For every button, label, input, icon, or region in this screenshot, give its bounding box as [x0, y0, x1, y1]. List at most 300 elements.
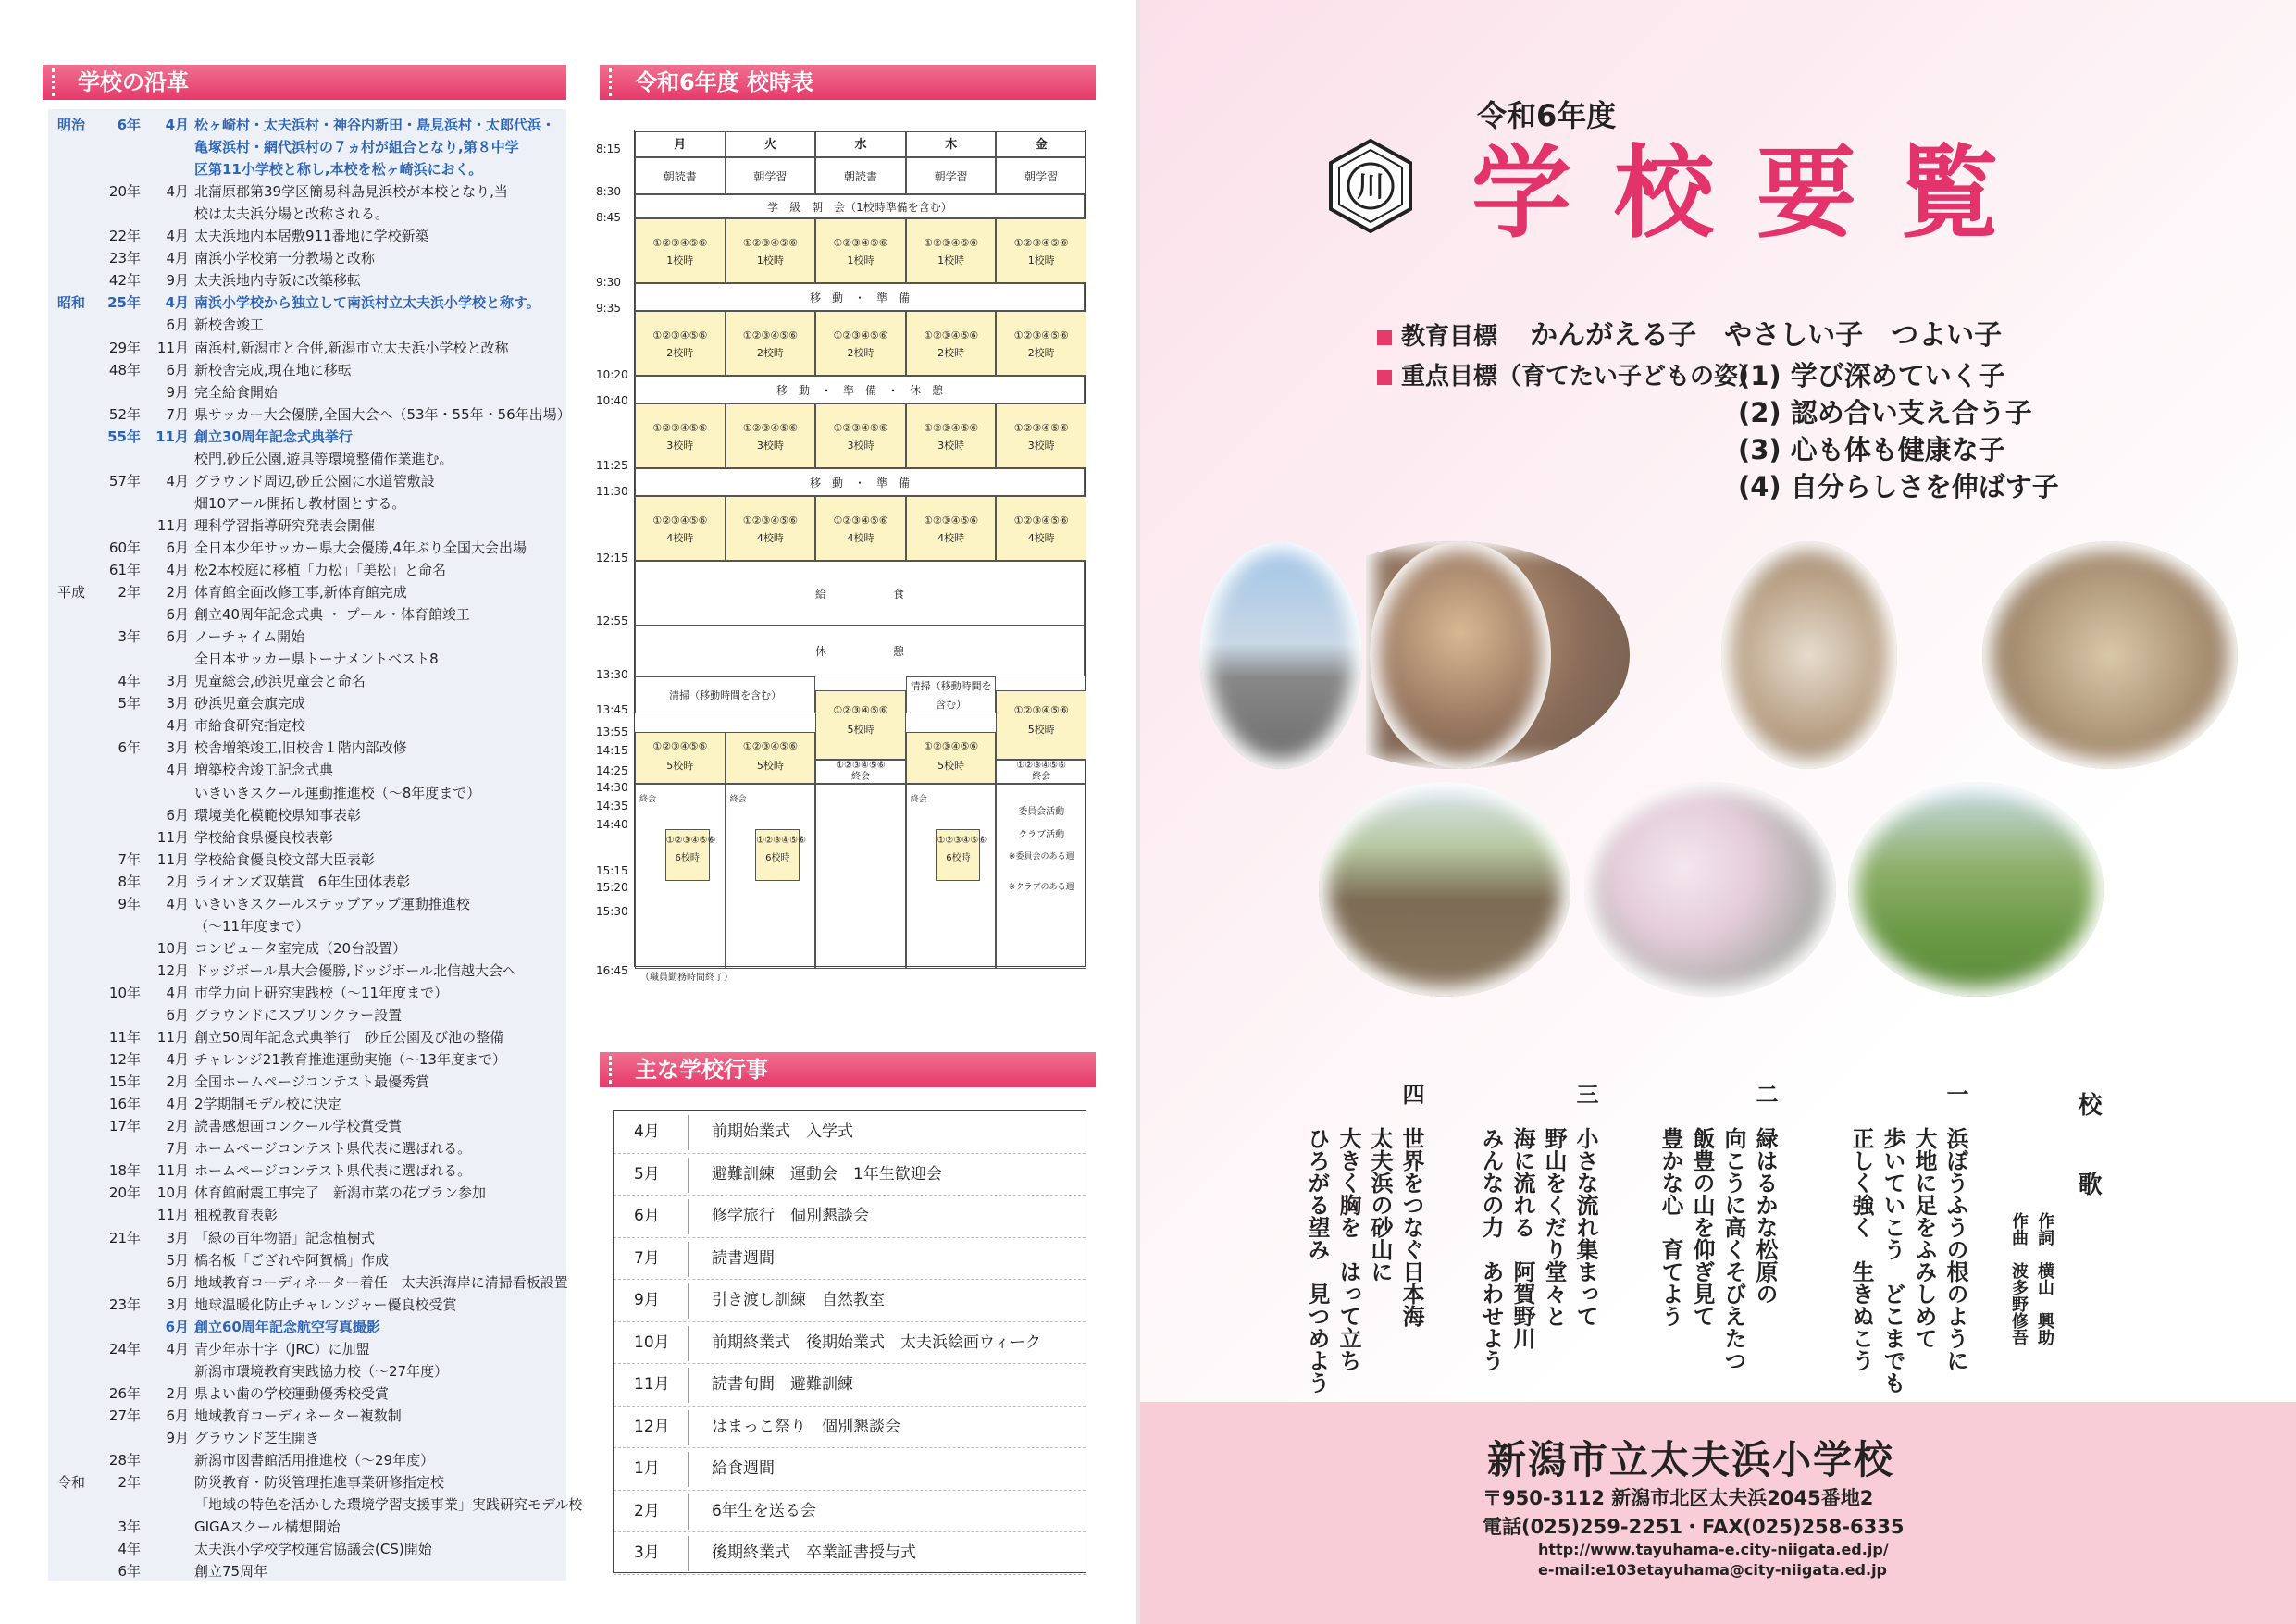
event-row	[614, 1111, 1086, 1154]
history-event: 増築校舎竣工記念式典	[194, 762, 334, 779]
event-separator	[688, 1283, 689, 1319]
timetable-morning-cell: 朝学習	[726, 157, 816, 194]
history-event: ホームページコンテスト県代表に選ばれる。	[194, 1162, 472, 1180]
event-separator	[688, 1242, 689, 1277]
event-text: 修学旅行 個別懇談会	[712, 1207, 869, 1225]
history-month: 4月	[165, 117, 189, 133]
goal-text: かんがえる子 やさしい子 つよい子	[1530, 319, 2003, 352]
history-event: 2学期制モデル校に決定	[194, 1096, 341, 1113]
period-grades: ①②③④⑤⑥	[1013, 422, 1069, 434]
timetable-period-cell	[815, 403, 906, 468]
history-month: 5月	[166, 1251, 189, 1269]
history-month: 4月	[166, 1096, 189, 1113]
history-month: 2月	[166, 873, 189, 890]
history-event: 児童総会,砂浜児童会と命名	[194, 673, 366, 690]
timetable-morning-cell: 朝読書	[815, 157, 906, 194]
period-label: 1校時	[666, 254, 694, 267]
history-year: 7年	[118, 850, 141, 868]
history-month: 4月	[166, 895, 189, 912]
event-text: 給食週間	[712, 1459, 775, 1478]
history-month: 6月	[166, 316, 189, 334]
period-grades: ①②③④⑤⑥	[652, 329, 708, 341]
period-label: 3校時	[1027, 440, 1055, 452]
history-year: 16年	[108, 1096, 141, 1113]
history-month: 4月	[166, 472, 189, 490]
history-event: ホームページコンテスト県代表に選ばれる。	[194, 1140, 472, 1158]
history-year: 57年	[108, 472, 141, 490]
history-month: 4月	[166, 250, 189, 267]
history-month: 4月	[166, 1340, 189, 1357]
timetable-dismissal	[815, 760, 906, 784]
history-year: 52年	[108, 405, 141, 423]
period-label: 5校時	[1027, 724, 1055, 736]
song-composer: 作曲 波多野修吾	[2009, 1212, 2029, 1345]
spiral-icon	[609, 1056, 628, 1084]
school-url[interactable]: http://www.tayuhama-e.city-niigata.ed.jp/	[1538, 1541, 1889, 1558]
event-month: 5月	[634, 1164, 660, 1184]
timetable-p6-col	[906, 784, 997, 969]
cover-title: 学校要覧	[1471, 136, 2042, 252]
history-event: いきいきスクール運動推進校（～8年度まで）	[194, 784, 481, 801]
school-address: 〒950-3112 新潟市北区太夫浜2045番地2	[1483, 1487, 1874, 1509]
timetable-period-cell	[996, 496, 1086, 561]
timetable-time-label: 11:25	[596, 459, 628, 472]
history-era: 昭和	[57, 294, 86, 312]
timetable-morning-cell: 朝読書	[635, 157, 726, 194]
history-month: 7月	[166, 405, 189, 423]
event-row	[614, 1280, 1086, 1322]
timetable-time-label: 9:35	[596, 302, 621, 315]
period-label: 2校時	[847, 347, 875, 359]
timetable-move-3: 移 動 ・ 準 備	[635, 468, 1085, 496]
history-month: 3月	[166, 739, 189, 757]
event-separator	[688, 1326, 689, 1361]
history-month: 4月	[166, 562, 189, 578]
history-month: 3月	[166, 1229, 189, 1246]
events-header-label: 主な学校行事	[635, 1057, 768, 1083]
history-event: 青少年赤十字（JRC）に加盟	[194, 1340, 370, 1357]
history-month: 6月	[166, 1407, 189, 1424]
history-event: 太夫浜小学校学校運営協議会(CS)開始	[194, 1541, 432, 1558]
history-year: 4年	[118, 673, 141, 690]
timetable-time-label: 8:30	[596, 185, 621, 198]
period-label: 5校時	[937, 760, 965, 772]
timetable-time-label: 10:40	[596, 394, 628, 407]
timetable-dismissal: 終会	[639, 795, 657, 804]
history-event: 創立75周年	[194, 1563, 268, 1581]
timetable-period-cell	[726, 218, 816, 283]
school-name: 新潟市立太夫浜小学校	[1487, 1437, 1895, 1482]
timetable-period-cell	[726, 311, 816, 376]
history-month: 4月	[166, 1051, 189, 1069]
history-event: 砂浜児童会旗完成	[194, 695, 306, 713]
committee-label: 委員会活動	[1018, 807, 1065, 817]
period-label: 2校時	[666, 347, 694, 359]
history-event: 南浜小学校第一分教場と改称	[194, 250, 376, 267]
timetable-time-label: 9:30	[596, 276, 621, 289]
school-email[interactable]: e-mail:e103etayuhama@city-niigata.ed.jp	[1538, 1561, 1887, 1579]
timetable-day-header: 水	[815, 131, 906, 157]
history-event: 市給食研究指定校	[194, 717, 306, 735]
period-label: 1校時	[1027, 254, 1055, 267]
timetable-header-label: 令和6年度 校時表	[635, 69, 814, 95]
spiral-icon	[609, 68, 628, 96]
period-label: 3校時	[756, 440, 784, 452]
event-separator	[688, 1199, 689, 1234]
history-event: 校は太夫浜分場と改称される。	[194, 205, 390, 223]
history-event: 理科学習指導研究発表会開催	[194, 516, 376, 534]
history-year: 11年	[108, 1029, 141, 1047]
history-event: 太夫浜地内寺阪に改築移転	[194, 272, 362, 290]
history-event: （～11年度まで）	[194, 917, 310, 935]
timetable-period-cell	[635, 311, 726, 376]
period-grades: ①②③④⑤⑥	[665, 836, 716, 846]
history-year: 3年	[118, 1519, 141, 1536]
history-month: 9月	[166, 272, 189, 290]
history-header-label: 学校の沿革	[78, 69, 189, 95]
history-year: 23年	[108, 250, 141, 267]
history-month: 11月	[156, 1207, 189, 1224]
history-event: グラウンド芝生開き	[194, 1429, 320, 1446]
history-era: 明治	[57, 117, 86, 133]
timetable-time-label: 13:55	[596, 725, 628, 738]
timetable-morning-cell: 朝学習	[996, 157, 1086, 194]
timetable-day-header: 月	[635, 131, 726, 157]
timetable-time-label: 15:30	[596, 905, 628, 918]
event-month: 9月	[634, 1291, 660, 1309]
timetable-period-cell	[635, 403, 726, 468]
timetable-morning-cell: 朝学習	[906, 157, 997, 194]
timetable-move-2: 移 動 ・ 準 備 ・ 休 憩	[635, 376, 1085, 403]
photo-classroom-2	[1370, 541, 1551, 769]
history-event: 全日本サッカー県トーナメントベスト8	[194, 651, 439, 668]
history-event: チャレンジ21教育推進運動実施（～13年度まで）	[194, 1051, 506, 1069]
history-month: 3月	[166, 673, 189, 690]
history-month: 9月	[166, 1429, 189, 1446]
event-text: 引き渡し訓練 自然教室	[712, 1291, 885, 1309]
period-label: 1校時	[847, 254, 875, 267]
period-grades: ①②③④⑤⑥	[1013, 514, 1069, 527]
timetable-period-cell	[815, 311, 906, 376]
history-month: 4月	[166, 228, 189, 245]
left-page	[0, 0, 1140, 1624]
timetable-move-1: 移 動 ・ 準 備	[635, 283, 1085, 311]
history-year: 61年	[108, 562, 141, 578]
timetable-time-label: 12:15	[596, 552, 628, 564]
history-month: 4月	[166, 762, 189, 779]
timetable-p6-col	[635, 784, 726, 969]
period-grades: ①②③④⑤⑥	[742, 329, 798, 341]
history-event: 体育館耐震工事完了 新潟市菜の花プラン参加	[194, 1184, 487, 1202]
event-text: 読書旬間 避難訓練	[712, 1375, 853, 1394]
period-label: 2校時	[756, 347, 784, 359]
history-year: 25年	[107, 294, 141, 312]
period-label: 2校時	[1027, 347, 1055, 359]
timetable-period-cell	[906, 311, 997, 376]
history-year: 2年	[118, 1474, 141, 1492]
history-event: ドッジボール県大会優勝,ドッジボール北信越大会へ	[194, 961, 516, 979]
history-event: GIGAスクール構想開始	[194, 1519, 341, 1536]
history-month: 11月	[155, 428, 189, 445]
song-verse-3: 三 小さな流れ集まって 野山をくだり堂々と 海に流れる 阿賀野川 みんなの力 あわせよう	[1478, 1083, 1598, 1371]
history-month: 11月	[156, 516, 189, 534]
history-month: 2月	[166, 584, 189, 601]
period-grades: ①②③④⑤⑥	[756, 836, 807, 846]
period-grades: ①②③④⑤⑥	[937, 836, 987, 846]
timetable-p6	[755, 829, 807, 881]
timetable-period-cell	[635, 496, 726, 561]
history-month: 4月	[166, 717, 189, 735]
timetable-time-label: 8:45	[596, 211, 621, 224]
period-grades: ①②③④⑤⑥	[652, 740, 708, 752]
history-month: 6月	[165, 1318, 189, 1335]
event-separator	[688, 1115, 689, 1150]
period-label: 3校時	[937, 440, 965, 452]
photo-tug-of-war	[1848, 782, 2104, 997]
timetable-period-cell	[635, 218, 726, 283]
period-grades: ①②③④⑤⑥	[1013, 704, 1069, 716]
history-event: 体育館全面改修工事,新体育館完成	[194, 584, 407, 601]
song-verse-1: 一 浜ぼうふうの根のように 大地に足をふみしめて 歩いていこう どこまでも 正しく強く 生きぬこう	[1848, 1083, 1968, 1394]
history-event: 新校舎竣工	[194, 316, 265, 334]
cover-subtitle: 令和6年度	[1477, 98, 1617, 133]
history-event: グラウンド周辺,砂丘公園に水道管敷設	[194, 472, 435, 490]
event-month: 6月	[634, 1207, 660, 1225]
history-event: 市学力向上研究実践校（～11年度まで）	[194, 984, 449, 1001]
period-grades: ①②③④⑤⑥	[924, 237, 979, 249]
history-month: 6月	[166, 539, 189, 556]
history-event: ノーチャイム開始	[194, 628, 305, 646]
history-year: 29年	[108, 339, 141, 356]
history-year: 2年	[118, 584, 141, 601]
history-year: 27年	[108, 1407, 141, 1424]
event-text: 前期始業式 入学式	[712, 1122, 853, 1141]
timetable-header	[600, 65, 1096, 100]
timetable-p6	[665, 829, 716, 881]
period-label: 4校時	[937, 532, 965, 544]
period-label: 5校時	[666, 760, 694, 772]
timetable-period-cell	[906, 496, 997, 561]
period-label: 3校時	[847, 440, 875, 452]
period-label: 1校時	[937, 254, 965, 267]
photo-rice-field	[1319, 782, 1570, 997]
history-month: 6月	[166, 628, 189, 646]
history-year: 24年	[108, 1340, 141, 1357]
timetable-time-label: 14:30	[596, 781, 628, 794]
committee-note: ※委員会のある週	[1008, 852, 1074, 862]
priority-label: 重点目標（育てたい子どもの姿）	[1401, 363, 1763, 391]
history-year: 4年	[118, 1541, 141, 1558]
timetable-time-label: 10:20	[596, 368, 628, 381]
timetable-time-label: 8:15	[596, 143, 621, 155]
history-year: 15年	[108, 1073, 141, 1091]
history-year: 21年	[108, 1229, 141, 1246]
event-text: 読書週間	[712, 1248, 775, 1268]
history-month: 12月	[156, 961, 189, 979]
history-year: 6年	[118, 1563, 141, 1581]
event-text: はまっこ祭り 個別懇談会	[712, 1417, 900, 1436]
emblem-char: 川	[1357, 171, 1384, 204]
period-grades: ①②③④⑤⑥	[1016, 761, 1067, 771]
history-month: 6月	[166, 806, 189, 824]
history-event: 校舎増築竣工,旧校舎１階内部改修	[194, 739, 407, 757]
timetable-time-label: 14:25	[596, 764, 628, 777]
history-year: 23年	[108, 1295, 141, 1313]
history-event: 「緑の百年物語」記念植樹式	[194, 1229, 376, 1246]
history-year: 55年	[107, 428, 141, 445]
goal-label: 教育目標	[1401, 323, 1498, 351]
event-month: 7月	[634, 1248, 660, 1268]
timetable-period-cell	[996, 403, 1086, 468]
history-month: 7月	[166, 1140, 189, 1158]
history-month: 3月	[166, 1295, 189, 1313]
timetable-time-label: 15:20	[596, 881, 628, 894]
timetable-grid	[634, 130, 1086, 967]
history-year: 12年	[108, 1051, 141, 1069]
history-event: 環境美化模範校県知事表彰	[194, 806, 362, 824]
timetable-end-note: （職員勤務時間終了）	[640, 973, 733, 983]
period-grades: ①②③④⑤⑥	[833, 704, 888, 716]
history-year: 3年	[118, 628, 141, 646]
history-year: 17年	[108, 1118, 141, 1135]
history-era: 平成	[57, 584, 86, 601]
period-label: 6校時	[675, 853, 700, 863]
history-year: 20年	[108, 1184, 141, 1202]
history-event: 創立40周年記念式典 ・ プール・体育館竣工	[194, 606, 470, 624]
event-row	[614, 1238, 1086, 1281]
timetable-time-label: 14:40	[596, 818, 628, 831]
history-month: 6月	[166, 606, 189, 624]
bullet-icon	[1377, 370, 1392, 385]
period-grades: ①②③④⑤⑥	[652, 514, 708, 527]
event-month: 3月	[634, 1543, 660, 1562]
song-verse-4: 四 世界をつなぐ日本海 太夫浜の砂山に 大きく胸を はって立ち ひろがる望み 見つめよう	[1304, 1083, 1424, 1394]
history-year: 60年	[108, 539, 141, 556]
event-row	[614, 1196, 1086, 1238]
history-event: 南浜小学校から独立して南浜村立太夫浜小学校と称す。	[194, 294, 540, 312]
history-event: 地球温暖化防止チャレンジャー優良校受賞	[194, 1295, 457, 1313]
history-event: 県サッカー大会優勝,全国大会へ（53年・55年・56年出場）	[194, 405, 571, 423]
history-month: 6月	[166, 361, 189, 378]
priority-2: (2) 認め合い支え合う子	[1738, 397, 2032, 428]
history-month: 6月	[166, 1007, 189, 1023]
period-label: 6校時	[765, 853, 790, 863]
history-header	[43, 65, 566, 100]
history-event: 亀塚浜村・網代浜村の７ヵ村が組合となり,第８中学	[194, 139, 519, 156]
timetable-period-cell	[996, 218, 1086, 283]
event-month: 4月	[634, 1122, 660, 1141]
timetable-time-label: 14:35	[596, 800, 628, 812]
history-year: 18年	[108, 1162, 141, 1180]
history-event: 「地域の特色を活かした環境学習支援事業」実践研究モデル校	[194, 1496, 583, 1514]
history-month: 10月	[156, 1184, 189, 1202]
timetable-period-cell	[815, 496, 906, 561]
school-emblem-icon	[1322, 137, 1420, 235]
event-row	[614, 1322, 1086, 1365]
event-row	[614, 1407, 1086, 1449]
period-label: 4校時	[756, 532, 784, 544]
event-separator	[688, 1158, 689, 1193]
period-label: 6校時	[946, 853, 971, 863]
period-label: 5校時	[847, 724, 875, 736]
event-text: 避難訓練 運動会 1年生歓迎会	[712, 1164, 942, 1184]
period-label: 3校時	[666, 440, 694, 452]
timetable-cleaning-b: 清掃（移動時間を含む）	[906, 676, 997, 713]
history-year: 6年	[118, 739, 141, 757]
timetable-time-label: 13:45	[596, 703, 628, 716]
period-grades: ①②③④⑤⑥	[836, 761, 886, 771]
priority-4: (4) 自分らしさを伸ばす子	[1738, 471, 2059, 502]
photo-outdoor-event	[1199, 541, 1362, 769]
event-row	[614, 1448, 1086, 1491]
history-month: 2月	[166, 1118, 189, 1135]
period-grades: ①②③④⑤⑥	[742, 237, 798, 249]
history-event: 北蒲原郡第39学区簡易科島見浜校が本校となり,当	[194, 183, 508, 201]
period-grades: ①②③④⑤⑥	[652, 237, 708, 249]
timetable-time-label: 13:30	[596, 668, 628, 681]
period-label: 5校時	[756, 760, 784, 772]
timetable-p5-early	[815, 690, 906, 760]
event-month: 10月	[634, 1333, 670, 1352]
timetable-period-cell	[815, 218, 906, 283]
history-event: 畑10アール開拓し教材園とする。	[194, 494, 406, 512]
timetable-rest: 休 憩	[635, 626, 1085, 676]
event-separator	[688, 1536, 689, 1571]
history-event: ライオンズ双葉賞 6年生団体表彰	[194, 873, 411, 890]
period-grades: ①②③④⑤⑥	[924, 514, 979, 527]
history-month: 10月	[156, 939, 189, 957]
event-month: 11月	[634, 1375, 670, 1394]
history-event: 全日本少年サッカー県大会優勝,4年ぶり全国大会出場	[194, 539, 527, 556]
timetable-assembly: 学 級 朝 会（1校時準備を含む）	[635, 194, 1085, 218]
period-grades: ①②③④⑤⑥	[833, 329, 888, 341]
history-event: 創立60周年記念航空写真撮影	[194, 1318, 380, 1335]
dismissal-label: 終会	[1032, 772, 1051, 782]
event-row	[614, 1154, 1086, 1196]
bullet-icon	[1377, 330, 1392, 345]
priority-1: (1) 学び深めていく子	[1738, 360, 2005, 391]
timetable-lunch: 給 食	[635, 561, 1085, 626]
history-month: 4月	[166, 183, 189, 201]
period-grades: ①②③④⑤⑥	[742, 740, 798, 752]
period-label: 4校時	[847, 532, 875, 544]
history-event: 新潟市図書館活用推進校（～29年度）	[194, 1452, 435, 1469]
history-year: 9年	[118, 895, 141, 912]
event-separator	[688, 1410, 689, 1445]
history-event: 全国ホームページコンテスト最優秀賞	[194, 1073, 430, 1091]
period-grades: ①②③④⑤⑥	[924, 740, 979, 752]
event-text: 前期終業式 後期始業式 太夫浜絵画ウィーク	[712, 1333, 1041, 1352]
education-goal	[1377, 312, 2002, 353]
history-year: 20年	[108, 183, 141, 201]
timetable-p6-col	[726, 784, 816, 969]
event-row	[614, 1532, 1086, 1575]
history-event: 創立50周年記念式典挙行 砂丘公園及び池の整備	[194, 1029, 504, 1047]
school-phone: 電話(025)259-2251・FAX(025)258-6335	[1483, 1516, 1905, 1538]
timetable-empty	[815, 784, 906, 969]
timetable-time-label: 14:15	[596, 744, 628, 757]
history-event: 防災教育・防災管理推進事業研修指定校	[194, 1474, 445, 1492]
history-month: 2月	[166, 1073, 189, 1091]
timetable-period-cell	[906, 218, 997, 283]
timetable-club-col	[996, 784, 1086, 969]
timetable-day-header: 火	[726, 131, 816, 157]
timetable-dismissal: 終会	[910, 795, 927, 804]
history-event: 松ヶ崎村・太夫浜村・神谷内新田・島見浜村・太郎代浜・	[194, 117, 556, 133]
timetable-time-label: 12:55	[596, 614, 628, 627]
history-year: 22年	[108, 228, 141, 245]
events-table	[613, 1110, 1086, 1573]
